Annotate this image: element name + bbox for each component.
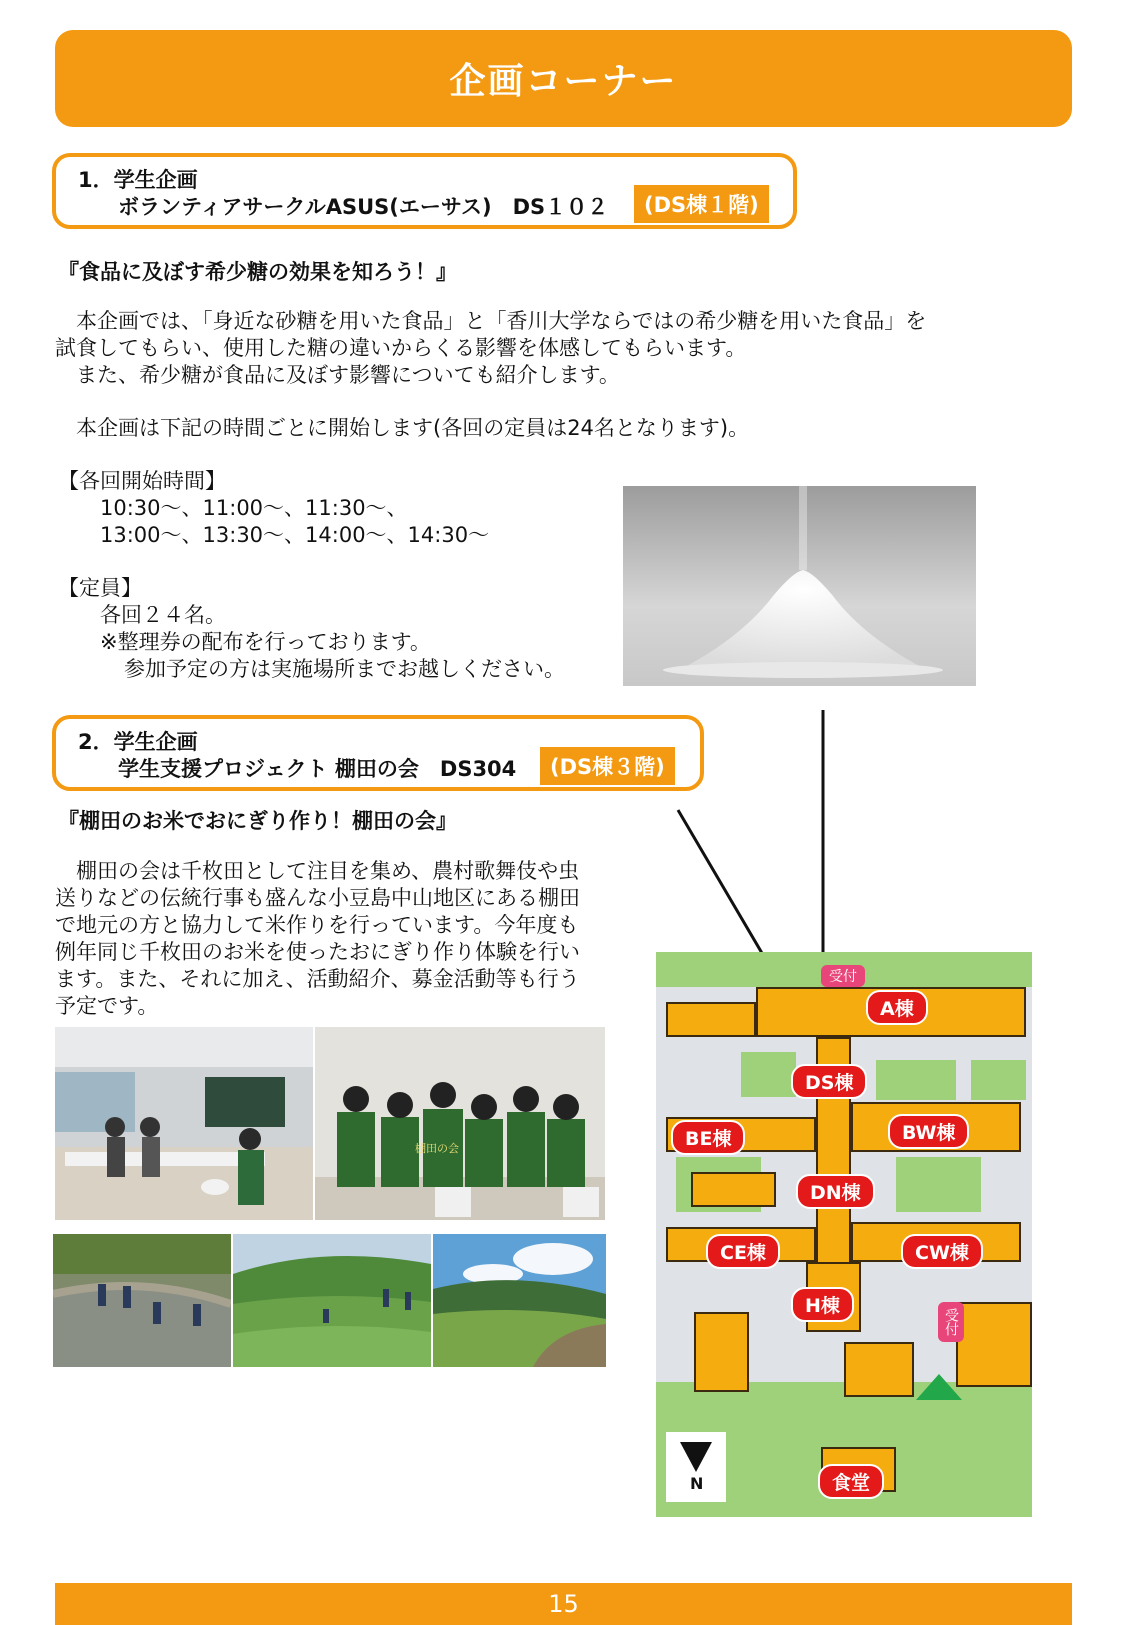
shirt-print: 棚田の会 [415, 1142, 459, 1155]
section2-organizer: 学生支援プロジェクト 棚田の会 DS304 [118, 757, 517, 781]
building-label-cw: CW棟 [901, 1234, 983, 1269]
section2-title-box [52, 715, 704, 791]
section2-desc-4: 例年同じ千枚田のお米を使ったおにぎり作り体験を行い [55, 940, 580, 964]
page-number: 15 [548, 1590, 579, 1618]
building-label-ds: DS棟 [791, 1064, 867, 1099]
capacity-line3: 参加予定の方は実施場所までお越しください。 [124, 657, 565, 681]
section2-number: 2．学生企画 [78, 730, 198, 754]
building-label-dn: DN棟 [796, 1174, 875, 1209]
north-label: N [690, 1474, 704, 1493]
entrance-triangle-icon [914, 1372, 964, 1402]
section2-location-badge: (DS棟３階) [540, 747, 675, 785]
building-label-be: BE棟 [671, 1120, 745, 1155]
section2-desc-5: ます。また、それに加え、活動紹介、募金活動等も行う [55, 967, 580, 991]
start-times-line1: 10:30～、11:00～、11:30～、 [100, 496, 408, 520]
section1-location-badge: (DS棟１階) [634, 185, 769, 223]
north-indicator [666, 1432, 726, 1502]
start-times-line2: 13:00～、13:30～、14:00～、14:30～ [100, 523, 490, 547]
section1-desc-1: 本企画では、「身近な砂糖を用いた食品」と「香川大学ならではの希少糖を用いた食品」を [55, 309, 927, 333]
rice-terrace-photo-1 [53, 1234, 231, 1367]
capacity-line1: 各回２４名。 [100, 603, 226, 627]
group-photo [315, 1027, 605, 1220]
reception-side-label: 受付 [938, 1302, 964, 1342]
section2-desc-3: で地元の方と協力して米作りを行っています。今年度も [55, 913, 579, 937]
section2-desc-2: 送りなどの伝統行事も盛んな小豆島中山地区にある棚田 [55, 886, 580, 910]
page-title: 企画コーナー [449, 61, 678, 102]
rice-terrace-photo-3 [433, 1234, 606, 1367]
section2-desc-6: 予定です。 [55, 994, 159, 1018]
section1-subtitle: 『食品に及ぼす希少糖の効果を知ろう！』 [58, 260, 457, 284]
capacity-heading: 【定員】 [58, 576, 142, 600]
start-times-heading: 【各回開始時間】 [58, 469, 226, 493]
building-label-bw: BW棟 [888, 1114, 969, 1149]
section1-desc-2: 試食してもらい、使用した糖の違いからくる影響を体感してもらいます。 [55, 336, 747, 360]
capacity-line2: ※整理券の配布を行っております。 [100, 630, 431, 654]
building-label-a: A棟 [866, 990, 928, 1025]
section1-title-box [52, 153, 797, 229]
building-label-cafeteria: 食堂 [818, 1464, 884, 1499]
section2-subtitle: 『棚田のお米でおにぎり作り！棚田の会』 [58, 809, 457, 833]
section1-number: 1．学生企画 [78, 168, 198, 192]
classroom-photo [55, 1027, 313, 1220]
page-footer [55, 1583, 1072, 1625]
section1-organizer: ボランティアサークルASUS(エーサス) DS１０２ [118, 195, 609, 219]
page-header [55, 30, 1072, 127]
sugar-photo [623, 486, 976, 686]
reception-top-label: 受付 [821, 965, 865, 987]
rice-terrace-photo-2 [233, 1234, 431, 1367]
section1-desc-3: また、希少糖が食品に及ぼす影響についても紹介します。 [55, 363, 620, 387]
section1-schedule-note: 本企画は下記の時間ごとに開始します(各回の定員は24名となります)。 [55, 416, 750, 440]
section2-desc-1: 棚田の会は千枚田として注目を集め、農村歌舞伎や虫 [55, 859, 580, 883]
building-label-ce: CE棟 [706, 1234, 780, 1269]
campus-map [656, 952, 1032, 1517]
building-label-h: H棟 [791, 1287, 854, 1322]
